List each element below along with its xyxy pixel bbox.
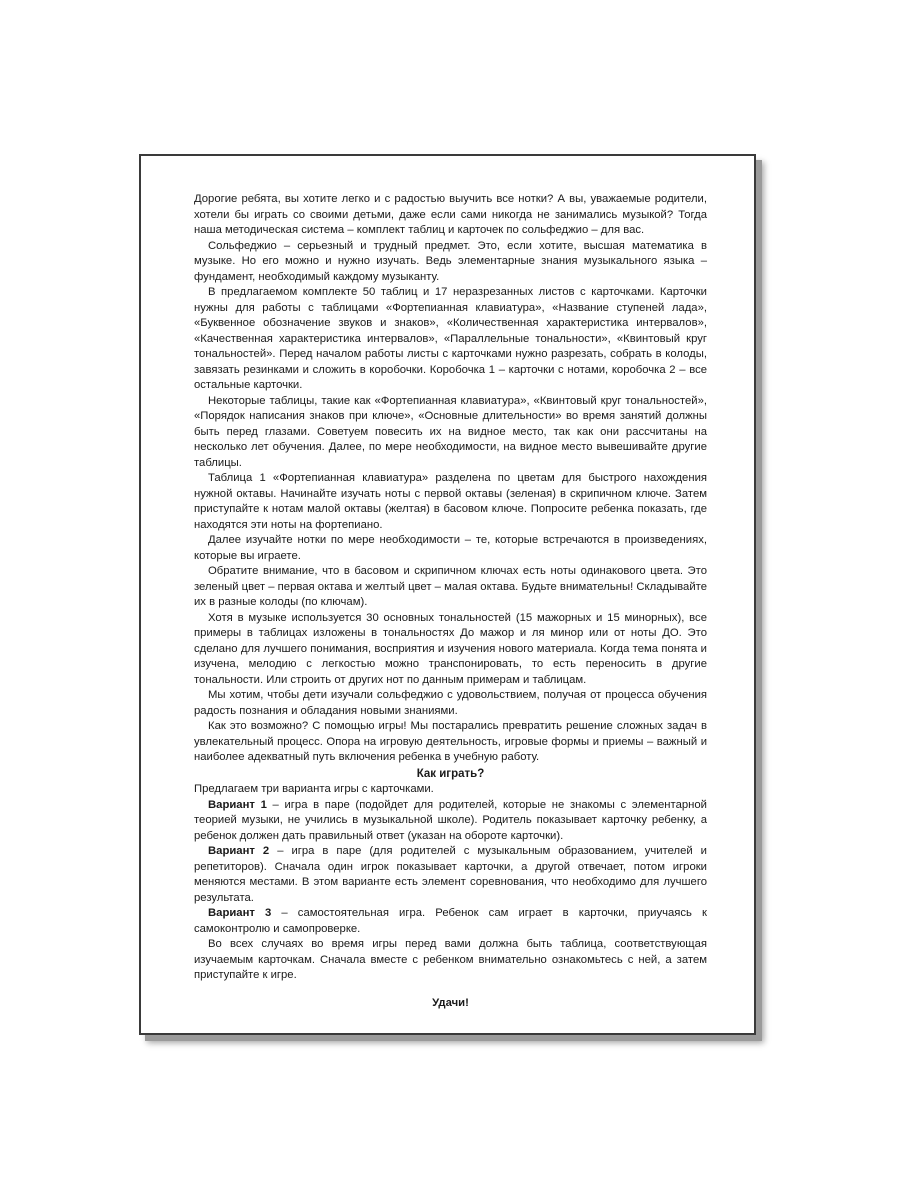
paragraph-greeting: Дорогие ребята, вы хотите легко и с радостью выучить все нотки? А вы, уважаемые родители, хотели бы играть со своими детьми, даже если сами никогда не занимались музыкой? Тогда наша методическая система – комплект таблиц и карточек по сольфеджио – для вас.: [194, 193, 707, 236]
sign-off: Удачи!: [432, 996, 469, 1009]
document-body: [194, 192, 707, 1011]
paragraph-table-1: Таблица 1 «Фортепианная клавиатура» разделена по цветам для быстрого нахождения нужной октавы. Начинайте изучать ноты с первой октавы (зеленая) в скрипичном ключе. Затем приступайте к нотам малой октавы (желтая) в басовом ключе. Попросите ребенка показать, где находятся эти ноты на фортепиано.: [194, 472, 707, 531]
variant-2-text: – игра в паре (для родителей с музыкальным образованием, учителей и репетиторов). Сначала один игрок показывает карточки, а другой отвечает, потом игроки меняются местами. В этом варианте есть элемент соревнования, что необходимо для лучшего результата.: [194, 845, 707, 904]
paragraph-goal: Мы хотим, чтобы дети изучали сольфеджио с удовольствием, получая от процесса обучения радость познания и обладания новыми знаниями.: [194, 689, 707, 717]
variant-3: [194, 906, 707, 937]
paragraph-tonalities: Хотя в музыке используется 30 основных тональностей (15 мажорных и 15 минорных), все примеры в таблицах изложены в тональностях До мажор и ля минор или от ноты ДО. Это сделано для лучшего понимания, восприятия и изучения нового материала. Когда тема понята и изучена, мелодию с легкостью можно транспонировать, то есть переносить в другие тональности. Или строить от других нот по данным примерам и таблицам.: [194, 611, 707, 686]
paragraph-kit-contents: В предлагаемом комплекте 50 таблиц и 17 неразрезанных листов с карточками. Карточки нужны для работы с таблицами «Фортепианная клавиатура», «Название ступеней лада», «Буквенное обозначение звуков и знаков», «Количественная характеристика интервалов», «Качественная характеристика интервалов», «Параллельные тональности», «Квинтовый круг тональностей». Перед началом работы листы с карточками нужно разрезать, собрать в колоды, завязать резинками и сложить в коробочки. Коробочка 1 – карточки с нотами, коробочка 2 – все остальные карточки.: [194, 286, 707, 391]
variant-3-label: Вариант 3: [208, 907, 272, 919]
paragraph-game: Как это возможно? С помощью игры! Мы постарались превратить решение сложных задач в увлекательный процесс. Опора на игровую деятельность, игровые формы и приемы – важный и наиболее адекватный путь включения ребенка в учебную работу.: [194, 720, 707, 763]
variant-3-text: – самостоятельная игра. Ребенок сам играет в карточки, приучаясь к самоконтролю и самопроверке.: [194, 907, 707, 935]
variant-2-label: Вариант 2: [208, 845, 270, 857]
paragraph-solfeggio: Сольфеджио – серьезный и трудный предмет. Это, если хотите, высшая математика в музыке. Но его можно и нужно изучать. Ведь элементарные знания музыкального языка – фундамент, необходимый каждому музыканту.: [194, 239, 707, 283]
variants-intro: Предлагаем три варианта игры с карточками.: [194, 783, 434, 795]
paragraph-attention: Обратите внимание, что в басовом и скрипичном ключах есть ноты одинакового цвета. Это зеленый цвет – первая октава и желтый цвет – малая октава. Будьте внимательны! Складывайте их в разные колоды (по ключам).: [194, 565, 707, 608]
variant-2: [194, 844, 707, 906]
section-heading: Как играть?: [416, 767, 485, 780]
paragraph-wall-tables: Некоторые таблицы, такие как «Фортепианная клавиатура», «Квинтовый круг тональностей», «Порядок написания знаков при ключе», «Основные длительности» во время занятий должны быть перед глазами. Советуем повесить их на видное место, так как они рассчитаны на несколько лет обучения. Далее, по мере необходимости, на видное место вывешивайте другие таблицы.: [194, 394, 707, 469]
paragraph-study-notes: Далее изучайте нотки по мере необходимости – те, которые встречаются в произведениях, которые вы играете.: [194, 534, 707, 562]
variant-1-text: – игра в паре (подойдет для родителей, которые не знакомы с элементарной теорией музыки, не учились в музыкальной школе). Родитель показывает карточку ребенку, а ребенок должен дать правильный ответ (указан на обороте карточки).: [194, 798, 707, 842]
variant-1: [194, 798, 707, 845]
document-page: [139, 154, 756, 1035]
paragraph-closing: Во всех случаях во время игры перед вами должна быть таблица, соответствующая изучаемым карточкам. Сначала вместе с ребенком внимательно ознакомьтесь с ней, а затем приступайте к игре.: [194, 938, 707, 981]
variant-1-label: Вариант 1: [208, 798, 267, 811]
